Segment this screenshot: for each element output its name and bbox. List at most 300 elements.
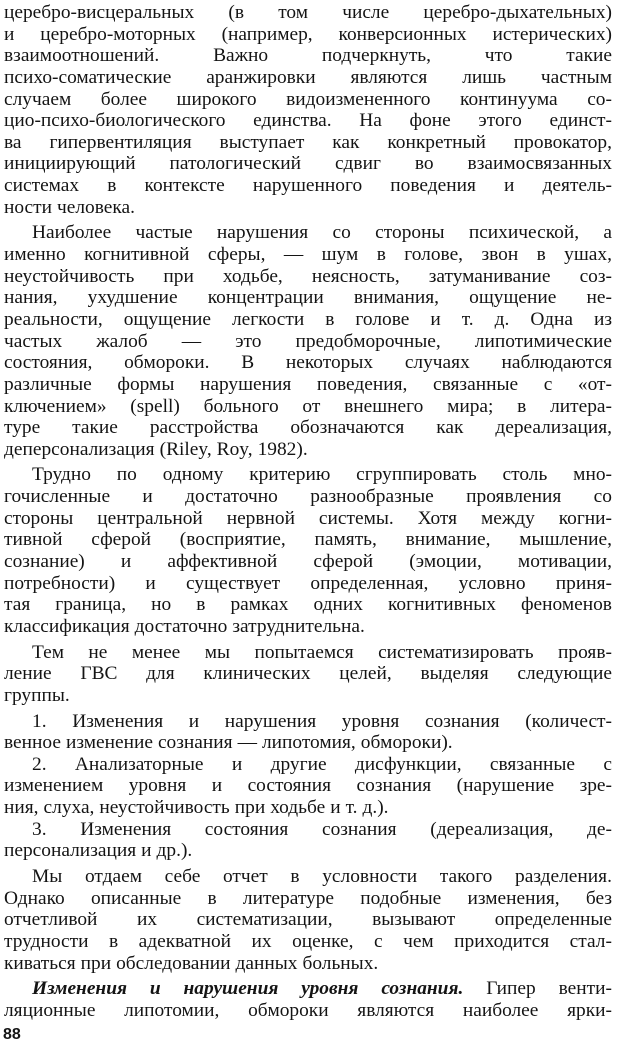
word: патологический <box>169 153 301 175</box>
word: поведения, <box>316 373 408 395</box>
word: формы <box>117 373 175 395</box>
word: и <box>4 23 15 45</box>
word: различные <box>4 373 92 395</box>
text-line <box>4 153 612 175</box>
text-line <box>4 888 612 910</box>
word: стороны <box>4 507 74 529</box>
word: жалоб <box>96 330 148 352</box>
run-in-heading-word: сознания. <box>381 978 464 1000</box>
word: в <box>196 594 206 616</box>
word: — <box>237 732 257 754</box>
word: Наиболее <box>32 222 112 244</box>
word: столь <box>502 464 548 486</box>
word: деятель- <box>542 175 612 197</box>
word: такие <box>566 45 612 67</box>
text-line <box>4 132 612 154</box>
word: оценке, <box>292 930 354 952</box>
word: ходьбе, <box>222 265 283 287</box>
word: голове, <box>404 244 464 266</box>
word: со <box>332 222 351 244</box>
word: соз- <box>579 265 612 287</box>
text-line <box>4 175 612 197</box>
word: числе <box>342 2 390 23</box>
word: тивной <box>4 529 63 551</box>
word: Гипер <box>486 978 536 1000</box>
word: разнообразные <box>310 486 434 508</box>
word: нарушения <box>199 373 292 395</box>
word: связанные <box>489 753 576 775</box>
word: себе <box>164 865 201 887</box>
word: следующие <box>517 663 612 685</box>
word: сознания <box>356 775 432 797</box>
word: когни- <box>558 507 612 529</box>
word: 2. <box>32 753 47 775</box>
word: нарушения <box>224 710 317 732</box>
word: голове <box>355 308 410 330</box>
paragraph <box>4 222 612 460</box>
word: (spell) <box>130 395 180 417</box>
word: сгруппировать <box>356 464 477 486</box>
word: Однако <box>4 887 65 909</box>
word: случаях <box>404 352 470 374</box>
text-line <box>4 840 612 862</box>
word: сферы, <box>207 244 266 266</box>
page-body-text <box>4 2 612 1021</box>
word: и <box>120 551 132 573</box>
word: уровня <box>128 775 187 797</box>
text-line <box>4 909 612 931</box>
word: внимания, <box>353 287 440 309</box>
word: а <box>603 222 612 244</box>
word: мышление, <box>519 529 612 551</box>
word: (восприятие, <box>179 529 286 551</box>
word: и <box>330 797 341 819</box>
text-line <box>4 331 612 353</box>
text-line <box>4 508 612 530</box>
word: изменением <box>4 775 104 797</box>
paragraph <box>4 711 612 754</box>
word: Хотя <box>417 507 458 529</box>
word: конкретный <box>387 131 486 153</box>
word: 1982). <box>257 438 308 460</box>
word: ходьбе <box>270 797 326 819</box>
word: связанные <box>433 373 519 395</box>
word: мира; <box>447 395 494 417</box>
text-line <box>4 374 612 396</box>
word: некоторых <box>285 352 374 374</box>
run-in-heading-word: уровня <box>301 978 359 1000</box>
word: На <box>359 110 382 132</box>
word: не <box>88 641 108 663</box>
word: выделяя <box>420 663 489 685</box>
word: как <box>436 417 464 439</box>
word: память, <box>314 529 377 551</box>
word: данных <box>235 952 298 974</box>
text-line <box>4 197 612 219</box>
word: единства. <box>253 110 332 132</box>
text-line <box>4 819 612 841</box>
word: с <box>543 373 553 395</box>
word: дереализация, <box>495 417 612 439</box>
word: частых <box>4 330 63 352</box>
text-line <box>4 978 612 1000</box>
word: отчетливой <box>4 909 98 931</box>
word: мотивации, <box>517 551 612 573</box>
word: существует <box>186 572 281 594</box>
text-line <box>4 642 612 664</box>
word: центральной <box>97 507 203 529</box>
word: состояния <box>204 818 289 840</box>
text-line <box>4 110 612 132</box>
word: потребности) <box>4 572 116 594</box>
word: отчет <box>222 865 268 887</box>
word: во <box>414 153 434 175</box>
word: Roy, <box>216 438 253 460</box>
word: рамках <box>230 594 289 616</box>
word: ушах, <box>564 244 612 266</box>
word: венное <box>4 732 61 754</box>
word: условности <box>322 865 418 887</box>
text-line <box>4 352 612 374</box>
paragraph <box>4 978 612 1021</box>
word: в <box>376 244 386 266</box>
word: т. <box>345 797 358 819</box>
word: изменение <box>65 732 153 754</box>
text-line <box>4 953 612 975</box>
text-line <box>4 732 612 754</box>
word: частые <box>135 222 193 244</box>
word: цио-психо-биологического <box>4 110 226 132</box>
word: персонализация <box>4 840 137 862</box>
word: ния, <box>4 797 39 819</box>
word: являются <box>357 999 435 1021</box>
word: критерию <box>249 464 331 486</box>
word: затуманивание <box>428 265 551 287</box>
word: более <box>100 88 147 110</box>
word: дисфункции, <box>354 753 462 775</box>
word: зре- <box>579 775 612 797</box>
word: целей, <box>339 663 392 685</box>
word: и <box>145 572 156 594</box>
word: инициирующий <box>4 153 136 175</box>
word: конверсионных <box>338 23 467 45</box>
word: истерических) <box>492 23 612 45</box>
word: неустойчивость <box>4 265 135 287</box>
word: реальности, <box>4 308 103 330</box>
word: в <box>517 395 527 417</box>
word: случаем <box>4 88 72 110</box>
word: попытаемся <box>254 641 354 663</box>
word: фоне <box>409 110 451 132</box>
word: киваться <box>4 952 76 974</box>
word: расстройства <box>149 417 259 439</box>
word: в <box>536 244 546 266</box>
text-line <box>4 417 612 439</box>
word: Анализаторные <box>74 753 204 775</box>
text-line <box>4 222 612 244</box>
word: проявления <box>466 486 562 508</box>
word: звон <box>481 244 519 266</box>
word: обмороки. <box>124 352 210 374</box>
word: клинических <box>203 663 311 685</box>
word: ощущение <box>469 287 557 309</box>
paragraph <box>4 2 612 218</box>
word: мно- <box>573 464 612 486</box>
run-in-heading-word: Изменения <box>32 978 127 1000</box>
word: человека. <box>57 196 135 218</box>
text-line <box>4 754 612 776</box>
word: достаточно <box>185 486 278 508</box>
word: при <box>80 952 112 974</box>
word: сознания <box>157 732 233 754</box>
word: изменения, <box>467 887 560 909</box>
word: приходится <box>454 930 550 952</box>
word: больных. <box>302 952 379 974</box>
word: — <box>181 330 202 352</box>
word: сферой <box>91 529 152 551</box>
text-line <box>4 616 612 638</box>
word: литературе <box>242 887 335 909</box>
text-line <box>4 797 612 819</box>
word: и <box>141 840 152 862</box>
word: достаточно <box>134 615 228 637</box>
word: классификация <box>4 615 130 637</box>
page-number: 88 <box>3 1026 21 1043</box>
word: шум <box>321 244 359 266</box>
word: (Riley, <box>159 438 212 460</box>
text-line <box>4 67 612 89</box>
word: концентрации <box>207 287 324 309</box>
word: когнитивной <box>84 244 190 266</box>
word: стал- <box>569 930 612 952</box>
word: стороны <box>375 222 445 244</box>
word: одних <box>313 594 363 616</box>
text-line <box>4 866 612 888</box>
text-line <box>4 775 612 797</box>
word: приня- <box>555 572 612 594</box>
word: (в <box>228 2 245 23</box>
text-line <box>4 663 612 685</box>
word: Трудно <box>32 464 91 486</box>
word: внешнего <box>344 395 424 417</box>
word: ляционные <box>4 999 96 1021</box>
word: Изменения <box>80 818 172 840</box>
text-line <box>4 2 612 24</box>
word: системах <box>4 175 80 197</box>
text-line <box>4 529 612 551</box>
text-line <box>4 486 612 508</box>
word: чем <box>403 930 434 952</box>
word: др.). <box>156 840 193 862</box>
word: условно <box>458 572 526 594</box>
word: подобные <box>360 887 442 909</box>
word: выступает <box>219 131 305 153</box>
word: церебро-моторных <box>40 23 196 45</box>
word: описанные <box>90 887 182 909</box>
word: сознание) <box>4 551 85 573</box>
word: нарушенного <box>252 175 363 197</box>
text-line <box>4 309 612 331</box>
word: де- <box>587 818 612 840</box>
word: в <box>325 308 335 330</box>
word: группы. <box>4 684 70 706</box>
text-line <box>4 89 612 111</box>
word: систематизировать <box>378 641 534 663</box>
word: — <box>283 244 304 266</box>
word: с <box>603 753 612 775</box>
word: обмороки). <box>360 732 453 754</box>
word: ухудшение <box>87 287 178 309</box>
word: и <box>231 753 243 775</box>
word: и <box>211 775 223 797</box>
word: частным <box>540 66 612 88</box>
word: прояв- <box>558 641 612 663</box>
word: сознания <box>424 710 500 732</box>
word: наиболее <box>462 999 539 1021</box>
text-line <box>4 711 612 733</box>
word: систематизации, <box>196 909 333 931</box>
word: состояния, <box>4 352 93 374</box>
word: провокатор, <box>513 131 612 153</box>
word: гипервентиляция <box>49 131 192 153</box>
word: это <box>235 330 262 352</box>
word: трудности <box>4 930 89 952</box>
word: в <box>107 175 117 197</box>
word: не- <box>586 287 612 309</box>
word: когнитивных <box>387 594 496 616</box>
word: взаимоотношений. <box>4 45 160 67</box>
word: (количест- <box>525 710 612 732</box>
word: разделения. <box>515 865 612 887</box>
word: неустойчивость <box>99 797 230 819</box>
word: Мы <box>32 865 63 887</box>
word: и <box>430 308 441 330</box>
word: больного <box>203 395 279 417</box>
word: являются <box>350 66 428 88</box>
word: граница, <box>55 594 127 616</box>
text-line <box>4 551 612 573</box>
word: 3. <box>32 818 47 840</box>
word: и <box>142 486 153 508</box>
word: предобморочные, <box>295 330 441 352</box>
text-line <box>4 464 612 486</box>
word: неясность, <box>311 265 400 287</box>
word: обозначаются <box>290 417 405 439</box>
word: т. <box>461 308 474 330</box>
paragraph <box>4 819 612 862</box>
word: их <box>251 930 272 952</box>
word: определенная, <box>310 572 429 594</box>
word: (нарушение <box>456 775 555 797</box>
word: одному <box>162 464 224 486</box>
word: при <box>163 265 194 287</box>
word: широкого <box>176 88 257 110</box>
word: единст- <box>549 110 612 132</box>
word: Тем <box>32 641 64 663</box>
text-line <box>4 396 612 418</box>
word: при <box>234 797 266 819</box>
word: состояния <box>247 775 332 797</box>
paragraph <box>4 464 612 637</box>
word: ление <box>4 663 52 685</box>
text-line <box>4 573 612 595</box>
word: вызывают <box>372 909 456 931</box>
word: обследовании <box>116 952 231 974</box>
word: взаимосвязанных <box>467 153 612 175</box>
word: липотимические <box>474 330 612 352</box>
word: определенные <box>494 909 612 931</box>
word: сферой <box>313 551 374 573</box>
word: в <box>207 887 217 909</box>
word: затруднительна. <box>232 615 365 637</box>
word: (эмоции, <box>409 551 482 573</box>
word: психо-соматические <box>4 66 172 88</box>
word: легкости <box>231 308 305 330</box>
word: деперсонализация <box>4 438 155 460</box>
word: Важно <box>213 45 269 67</box>
word: наблюдаются <box>501 352 612 374</box>
word: со <box>593 486 612 508</box>
paragraph <box>4 642 612 707</box>
word: их <box>136 909 158 931</box>
word: тая <box>4 594 31 616</box>
word: (дереализация, <box>430 818 554 840</box>
word: ощущение <box>123 308 211 330</box>
word: нервной <box>226 507 295 529</box>
word: ва <box>4 131 22 153</box>
text-line <box>4 287 612 309</box>
word: ности <box>4 196 53 218</box>
word: мы <box>204 641 231 663</box>
word: липотомии, <box>124 999 220 1021</box>
word: системы. <box>318 507 394 529</box>
word: со- <box>587 88 612 110</box>
word: внимание, <box>405 529 491 551</box>
word: адекватной <box>138 930 232 952</box>
word: том <box>278 2 309 23</box>
paragraph <box>4 754 612 819</box>
word: что <box>484 45 513 67</box>
word: менее <box>131 641 181 663</box>
word: церебро-висцеральных <box>4 2 195 23</box>
word: ярки- <box>567 999 612 1021</box>
word: и <box>188 710 200 732</box>
word: подчеркнуть, <box>321 45 431 67</box>
word: Одна <box>530 308 573 330</box>
word: (например, <box>221 23 313 45</box>
word: аффективной <box>167 551 278 573</box>
word: такие <box>72 417 118 439</box>
word: церебро-дыхательных) <box>423 2 612 23</box>
word: такого <box>439 865 493 887</box>
word: но <box>151 594 172 616</box>
word: другие <box>270 753 327 775</box>
word: ключением» <box>4 395 107 417</box>
word: между <box>480 507 535 529</box>
word: поведения <box>390 175 476 197</box>
word: литера- <box>550 395 612 417</box>
text-line <box>4 594 612 616</box>
word: д. <box>494 308 510 330</box>
word: 1. <box>32 710 47 732</box>
word: туре <box>4 417 41 439</box>
paragraph <box>4 866 612 974</box>
word: видоизмененного <box>286 88 431 110</box>
text-line <box>4 45 612 67</box>
word: венти- <box>558 978 612 1000</box>
word: ГВС <box>80 663 118 685</box>
word: без <box>585 887 612 909</box>
